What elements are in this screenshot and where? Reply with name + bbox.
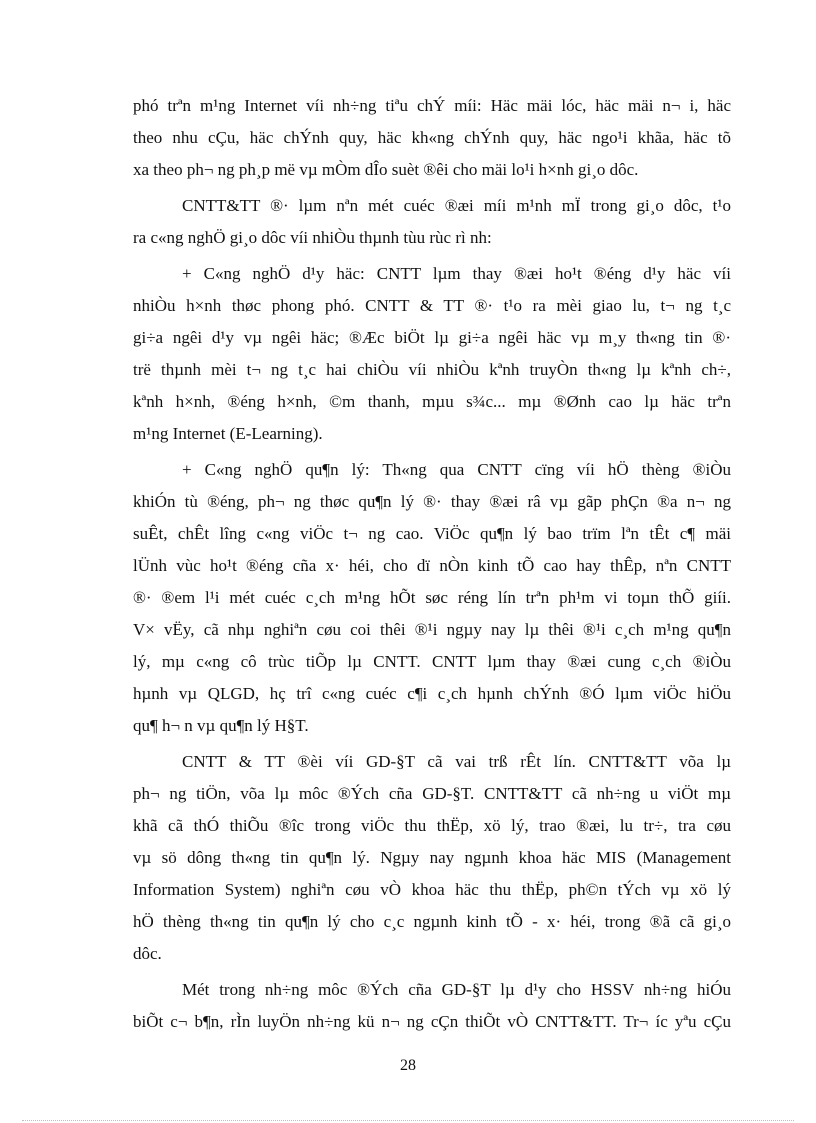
page-number: 28 bbox=[400, 1057, 416, 1074]
text-line: biÕt c¬ b¶n, rÌn luyÖn nh÷ng kü n¬ ng cÇn thiÕt vÒ CNTT&TT. Tr¬ íc yªu cÇu bbox=[133, 1012, 731, 1031]
text-line: theo nhu cÇu, häc chÝnh quy, häc kh«ng chÝnh quy, häc ngo¹i khãa, häc tõ bbox=[133, 128, 731, 147]
text-line: V× vËy, cã nhµ nghiªn cøu coi thêi ®¹i ngµy nay lµ thêi ®¹i c¸ch m¹ng qu¶n bbox=[133, 620, 731, 639]
paragraph-first-line: Mét trong nh÷ng môc ®Ých cña GD-§T lµ d¹y cho HSSV nh÷ng hiÓu bbox=[182, 980, 731, 999]
text-line: dôc. bbox=[133, 944, 162, 963]
paragraph-first-line: CNTT&TT ®· lµm nªn mét cuéc ®æi míi m¹nh mÏ trong gi¸o dôc, t¹o bbox=[182, 196, 731, 215]
text-line: ra c«ng nghÖ gi¸o dôc víi nhiÒu thµnh tùu rùc rì nh: bbox=[133, 228, 492, 247]
text-line: suÊt, chÊt lîng c«ng viÖc t¬ ng cao. ViÖc qu¶n lý bao trïm lªn tÊt c¶ mäi bbox=[133, 524, 731, 543]
text-line: khiÓn tù ®éng, ph¬ ng thøc qu¶n lý ®· thay ®æi râ vµ gãp phÇn ®a n¬ ng bbox=[133, 492, 731, 511]
text-line: ®· ®em l¹i mét cuéc c¸ch m¹ng hÕt søc réng lín trªn ph¹m vi toµn thÕ giíi. bbox=[133, 588, 731, 607]
text-line: vµ sö dông th«ng tin qu¶n lý. Ngµy nay ngµnh khoa häc MIS (Management bbox=[133, 848, 731, 867]
paragraph-first-line: + C«ng nghÖ d¹y häc: CNTT lµm thay ®æi ho¹t ®éng d¹y häc víi bbox=[182, 264, 731, 283]
text-line: nhiÒu h×nh thøc phong phó. CNTT & TT ®· t¹o ra mèi giao lu, t¬ ng t¸c bbox=[133, 296, 731, 315]
text-line: hÖ thèng th«ng tin qu¶n lý cho c¸c ngµnh kinh tÕ - x· héi, trong ®ã cã gi¸o bbox=[133, 912, 731, 931]
paragraph-first-line: + C«ng nghÖ qu¶n lý: Th«ng qua CNTT cïng víi hÖ thèng ®iÒu bbox=[182, 460, 731, 479]
text-line: kªnh h×nh, ®éng h×nh, ©m thanh, mµu s¾c... mµ ®Ønh cao lµ häc trªn bbox=[133, 392, 731, 411]
text-line: gi÷a ngêi d¹y vµ ngêi häc; ®Æc biÖt lµ gi÷a ngêi häc vµ m¸y th«ng tin ®· bbox=[133, 328, 731, 347]
text-line: phó trªn m¹ng Internet víi nh÷ng tiªu chÝ míi: Häc mäi lóc, häc mäi n¬ i, häc bbox=[133, 96, 731, 115]
text-line: xa theo ph¬ ng ph¸p më vµ mÒm dÎo suèt ®êi cho mäi lo¹i h×nh gi¸o dôc. bbox=[133, 160, 639, 179]
text-line: lÜnh vùc ho¹t ®éng cña x· héi, cho dï nÒn kinh tÕ cao hay thÊp, nªn CNTT bbox=[133, 556, 731, 575]
text-line: khã cã thÓ thiÕu ®îc trong viÖc thu thËp, xö lý, trao ®æi, lu tr÷, tra cøu bbox=[133, 816, 731, 835]
text-line: trë thµnh mèi t¬ ng t¸c hai chiÒu víi nhiÒu kªnh truyÒn th«ng lµ kªnh ch÷, bbox=[133, 360, 731, 379]
paragraph-first-line: CNTT & TT ®èi víi GD-§T cã vai trß rÊt lín. CNTT&TT võa lµ bbox=[182, 752, 731, 771]
page-border-divider bbox=[22, 1120, 794, 1121]
text-line: qu¶ h¬ n vµ qu¶n lý H§T. bbox=[133, 716, 309, 735]
text-line: ph¬ ng tiÖn, võa lµ môc ®Ých cña GD-§T. CNTT&TT cã nh÷ng u viÖt mµ bbox=[133, 784, 731, 803]
text-line: lý, mµ c«ng cô trùc tiÕp lµ CNTT. CNTT lµm thay ®æi cung c¸ch ®iÒu bbox=[133, 652, 731, 671]
text-line: m¹ng Internet (E-Learning). bbox=[133, 424, 323, 443]
text-line: hµnh vµ QLGD, hç trî c«ng cuéc c¶i c¸ch hµnh chÝnh ®Ó lµm viÖc hiÖu bbox=[133, 684, 731, 703]
text-line: Information System) nghiªn cøu vÒ khoa häc thu thËp, ph©n tÝch vµ xö lý bbox=[133, 880, 731, 899]
